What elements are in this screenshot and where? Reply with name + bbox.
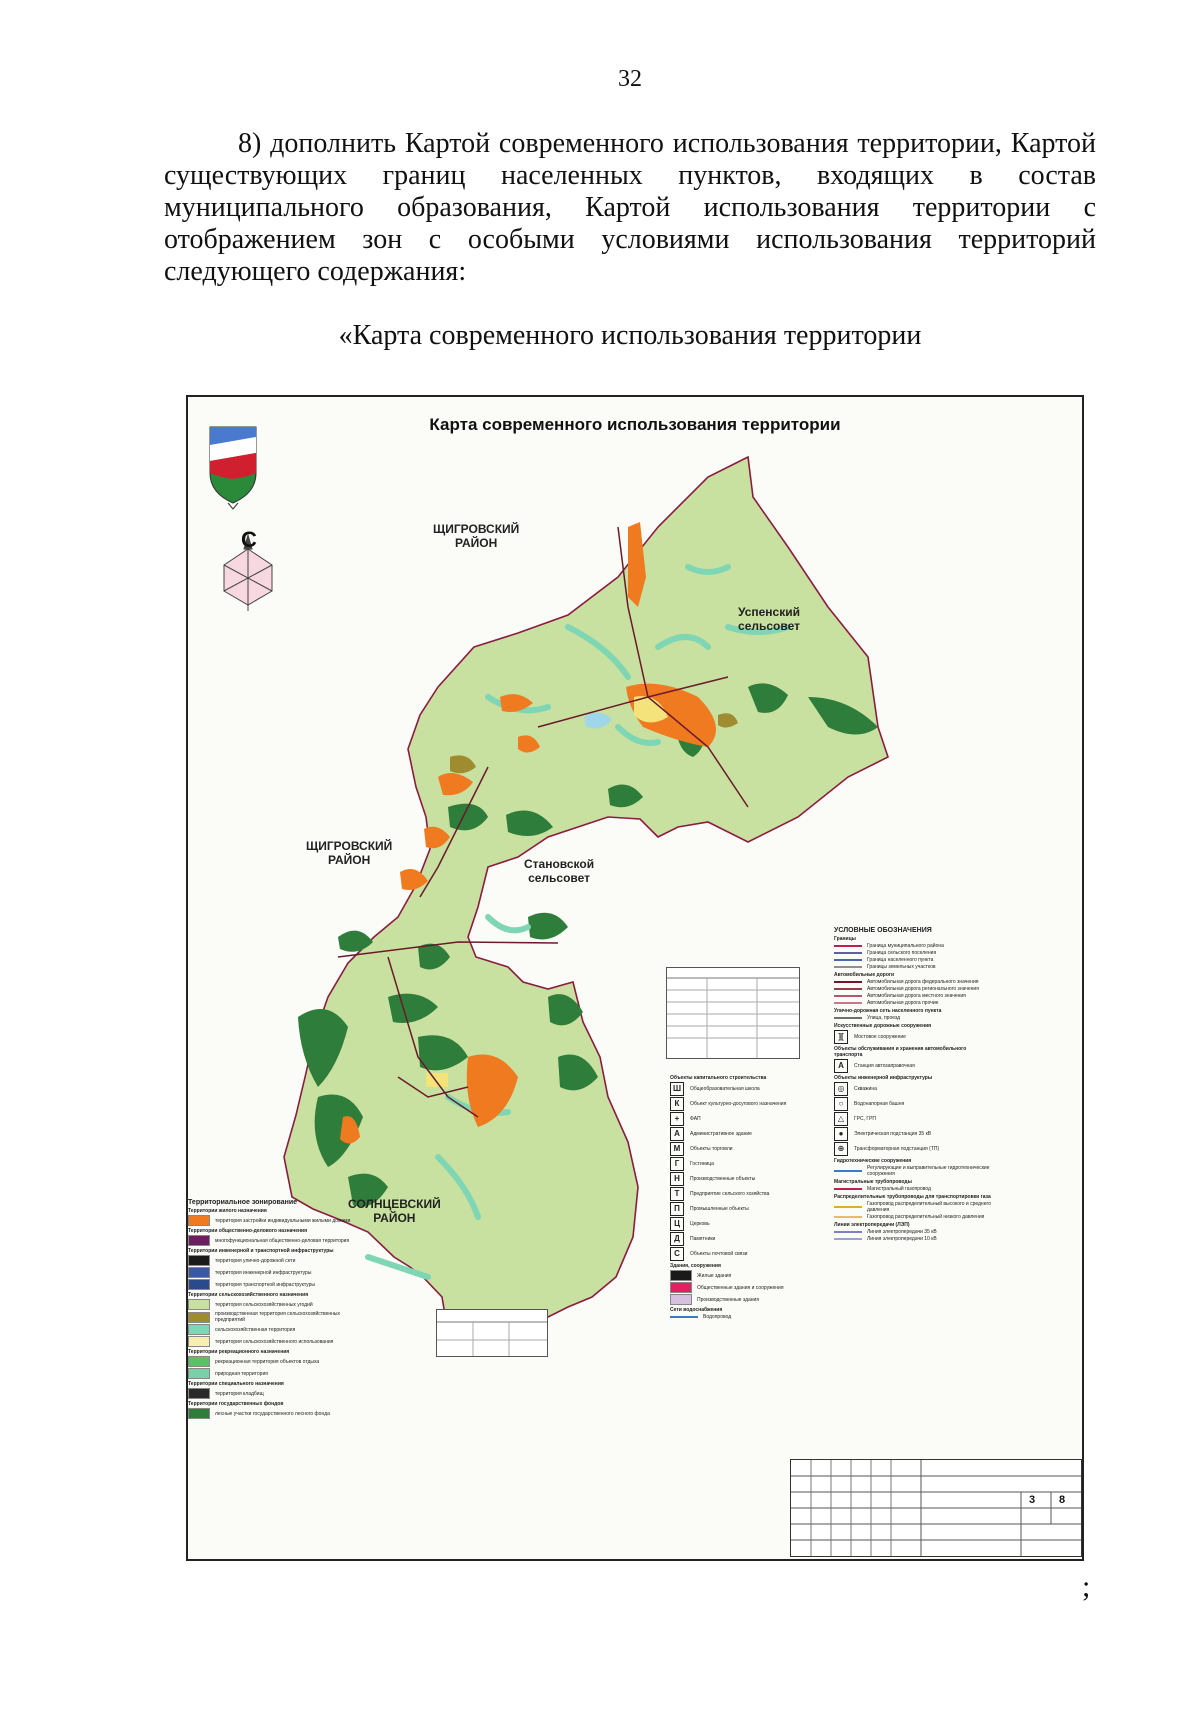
legend-swatch bbox=[188, 1388, 210, 1399]
sheet-number: 3 bbox=[1029, 1494, 1036, 1506]
legend-item bbox=[188, 1267, 368, 1278]
legend-symbol-icon: М bbox=[670, 1142, 684, 1156]
legend-item-label: рекреационная территория объектов отдыха bbox=[215, 1358, 320, 1365]
legend-swatch bbox=[188, 1356, 210, 1367]
legend-item bbox=[834, 1112, 994, 1126]
legend-item bbox=[834, 957, 994, 963]
legend-item bbox=[188, 1235, 368, 1246]
legend-item-label: Предприятие сельского хозяйства bbox=[690, 1191, 770, 1197]
legend-symbol-icon: П bbox=[670, 1202, 684, 1216]
legend-item-label: Скважина bbox=[854, 1086, 877, 1092]
legend-item-label: многофункциональная общественно-деловая территория bbox=[215, 1237, 350, 1244]
legend-right-title: УСЛОВНЫЕ ОБОЗНАЧЕНИЯ bbox=[834, 927, 932, 934]
legend-item-label: территория кладбищ bbox=[215, 1390, 264, 1397]
legend-item-label: Граница сельского поселения bbox=[867, 950, 937, 956]
legend-item-label: Производственные объекты bbox=[690, 1176, 756, 1182]
legend-item-label: Гостиница bbox=[690, 1161, 714, 1167]
legend-item-label: Автомобильная дорога федерального значения bbox=[867, 979, 979, 985]
legend-swatch bbox=[188, 1267, 210, 1278]
label-solntsevo: СОЛНЦЕВСКИЙ РАЙОН bbox=[348, 1197, 441, 1225]
legend-item bbox=[188, 1279, 368, 1290]
legend-item-label: Магистральный газопровод bbox=[867, 1186, 931, 1192]
legend-item-label: Регулирующие и выправительные гидротехнические сооружения bbox=[867, 1165, 990, 1177]
legend-group-title: Искусственные дорожные сооружения bbox=[834, 1023, 932, 1029]
legend-item bbox=[188, 1255, 368, 1266]
legend-item-label: Трансформаторная подстанция (ТП) bbox=[854, 1146, 940, 1152]
legend-item-label: Электрическая подстанция 35 кВ bbox=[854, 1131, 932, 1137]
legend-item bbox=[670, 1217, 810, 1231]
legend-item bbox=[670, 1097, 810, 1111]
legend-symbol-icon: ][ bbox=[834, 1030, 848, 1044]
legend-line-sample bbox=[834, 1238, 862, 1240]
scale-table bbox=[436, 1309, 548, 1357]
legend-item-label: Газопровод распределительный низкого давления bbox=[867, 1214, 985, 1220]
legend-item-label: Станция автозаправочная bbox=[854, 1063, 915, 1069]
legend-symbol-icon: ○ bbox=[834, 1097, 848, 1111]
paragraph: 8) дополнить Картой современного использования территории, Картой существующих границ населенных пунктов, входящих в состав муниципального образования, Картой использования территории с отображением зон с особыми условиями использования территорий следующего содержания: bbox=[164, 128, 1096, 287]
legend-item bbox=[834, 1000, 994, 1006]
legend-item bbox=[834, 1127, 994, 1141]
legend-item bbox=[834, 1142, 994, 1156]
trailing-mark: ; bbox=[1082, 1570, 1091, 1603]
legend-symbol-icon: С bbox=[670, 1247, 684, 1261]
map-frame bbox=[186, 395, 1084, 1561]
legend-item-label: территория улично-дорожной сети bbox=[215, 1257, 296, 1264]
legend-item bbox=[670, 1294, 810, 1305]
legend-item-label: территория сельскохозяйственных угодий bbox=[215, 1301, 313, 1308]
legend-swatch bbox=[188, 1336, 210, 1347]
legend-item-label: Линия электропередачи 10 кВ bbox=[867, 1236, 937, 1242]
coat-of-arms-icon bbox=[210, 427, 256, 509]
legend-item-label: производственная территория сельскохозяйственных предприятий bbox=[215, 1311, 341, 1323]
legend-item bbox=[188, 1336, 368, 1347]
legend-item-label: Автомобильная дорога регионального значения bbox=[867, 986, 979, 992]
legend-group-title: Территории жилого назначения bbox=[188, 1208, 267, 1214]
legend-item bbox=[670, 1082, 810, 1096]
legend-swatch bbox=[188, 1279, 210, 1290]
legend-item-label: Административное здание bbox=[690, 1131, 752, 1137]
legend-left-title: Территориальное зонирование bbox=[188, 1199, 298, 1206]
page-number: 32 bbox=[618, 66, 642, 92]
legend-item-label: Водонапорная башня bbox=[854, 1101, 905, 1107]
north-letter: С bbox=[241, 527, 257, 552]
legend-symbol-icon: Г bbox=[670, 1157, 684, 1171]
legend-item bbox=[188, 1356, 368, 1367]
legend-line-sample bbox=[834, 1206, 862, 1208]
legend-line-sample bbox=[834, 1170, 862, 1172]
title-block bbox=[790, 1459, 1082, 1557]
sheets-total: 8 bbox=[1059, 1494, 1066, 1506]
legend-line-sample bbox=[834, 945, 862, 947]
legend-symbol-icon: ● bbox=[834, 1127, 848, 1141]
legend-group-title: Территории рекреационного назначения bbox=[188, 1349, 290, 1355]
legend-item-label: Памятники bbox=[690, 1236, 716, 1242]
legend-territorial-zoning bbox=[188, 1197, 368, 1420]
legend-swatch bbox=[670, 1282, 692, 1293]
legend-line-sample bbox=[834, 1017, 862, 1019]
legend-item bbox=[834, 1229, 994, 1235]
legend-symbols bbox=[834, 925, 994, 1243]
legend-item-label: Водопровод bbox=[703, 1314, 732, 1320]
label-shchigry-top: ЩИГРОВСКИЙ РАЙОН bbox=[433, 522, 520, 550]
legend-item bbox=[188, 1324, 368, 1335]
label-stanovskoy: Становской сельсовет bbox=[524, 857, 595, 885]
legend-group-title: Объекты капитального строительства bbox=[670, 1075, 767, 1081]
legend-item bbox=[834, 1059, 994, 1073]
legend-group-title: Границы bbox=[834, 936, 856, 942]
legend-item-label: Объекты торговли bbox=[690, 1146, 733, 1152]
legend-line-sample bbox=[834, 1231, 862, 1233]
legend-swatch bbox=[188, 1299, 210, 1310]
legend-line-sample bbox=[834, 995, 862, 997]
legend-swatch bbox=[188, 1255, 210, 1266]
legend-swatch bbox=[188, 1235, 210, 1246]
legend-item bbox=[188, 1388, 368, 1399]
legend-item bbox=[188, 1408, 368, 1419]
legend-group-title: Здания, сооружения bbox=[670, 1263, 721, 1269]
legend-item-label: территория застройки индивидуальными жилыми домами bbox=[215, 1217, 351, 1224]
legend-item bbox=[188, 1299, 368, 1310]
legend-item bbox=[670, 1172, 810, 1186]
legend-item bbox=[834, 1015, 994, 1021]
legend-group-title: Территории сельскохозяйственного назначения bbox=[188, 1292, 309, 1298]
legend-item bbox=[834, 1097, 994, 1111]
legend-item bbox=[834, 993, 994, 999]
legend-symbol-icon: А bbox=[670, 1127, 684, 1141]
legend-group-title: Территории государственных фондов bbox=[188, 1401, 284, 1407]
legend-item-label: Границы земельных участков bbox=[867, 964, 936, 970]
legend-group-title: Сети водоснабжения bbox=[670, 1307, 723, 1313]
legend-item bbox=[670, 1270, 810, 1281]
legend-line-sample bbox=[834, 1216, 862, 1218]
map-title: Карта современного использования территории bbox=[429, 415, 841, 434]
legend-swatch bbox=[188, 1368, 210, 1379]
legend-item bbox=[834, 943, 994, 949]
legend-symbol-icon: Н bbox=[670, 1172, 684, 1186]
legend-item bbox=[670, 1314, 810, 1320]
legend-item bbox=[834, 1030, 994, 1044]
legend-item-label: природная территория bbox=[215, 1370, 268, 1377]
legend-item-label: Церковь bbox=[690, 1221, 710, 1227]
legend-symbol-icon: △ bbox=[834, 1112, 848, 1126]
legend-item bbox=[670, 1282, 810, 1293]
legend-item bbox=[670, 1232, 810, 1246]
legend-symbol-icon: Ш bbox=[670, 1082, 684, 1096]
label-uspensky: Успенский сельсовет bbox=[738, 605, 800, 633]
legend-item bbox=[834, 1201, 994, 1213]
legend-group-title: Автомобильные дороги bbox=[834, 972, 895, 978]
legend-group-title: Территории специального назначения bbox=[188, 1381, 284, 1387]
legend-item bbox=[670, 1127, 810, 1141]
legend-symbol-icon: + bbox=[670, 1112, 684, 1126]
legend-item-label: Улица, проезд bbox=[867, 1015, 901, 1021]
legend-item bbox=[188, 1368, 368, 1379]
legend-item-label: Граница муниципального района bbox=[867, 943, 944, 949]
legend-item bbox=[670, 1247, 810, 1261]
legend-item-label: лесные участки государственного лесного фонда bbox=[215, 1410, 330, 1417]
legend-item-label: Мостовое сооружение bbox=[854, 1034, 906, 1040]
legend-item bbox=[670, 1157, 810, 1171]
legend-item bbox=[834, 986, 994, 992]
legend-symbol-icon: ◎ bbox=[834, 1082, 848, 1096]
legend-item-label: Газопровод распределительный высокого и среднего давления bbox=[867, 1201, 991, 1213]
legend-item bbox=[834, 979, 994, 985]
legend-item-label: Общественные здания и сооружения bbox=[697, 1284, 784, 1291]
legend-item-label: Производственные здания bbox=[697, 1296, 760, 1303]
legend-swatch bbox=[670, 1294, 692, 1305]
legend-item bbox=[670, 1187, 810, 1201]
legend-item bbox=[834, 1165, 994, 1177]
legend-swatch bbox=[188, 1215, 210, 1226]
legend-group-title: Магистральные трубопроводы bbox=[834, 1179, 912, 1185]
legend-symbol-icon: ⊕ bbox=[834, 1142, 848, 1156]
legend-item bbox=[834, 1186, 994, 1192]
legend-group-title: Улично-дорожная сеть населенного пункта bbox=[834, 1008, 942, 1014]
legend-item-label: Общеобразовательная школа bbox=[690, 1086, 760, 1092]
legend-symbol-icon: Д bbox=[670, 1232, 684, 1246]
legend-item-label: территория сельскохозяйственного использования bbox=[215, 1338, 334, 1345]
legend-item-label: сельскохозяйственная территория bbox=[215, 1326, 296, 1333]
legend-item-label: Жилые здания bbox=[697, 1272, 732, 1279]
legend-item-label: Линия электропередачи 35 кВ bbox=[867, 1229, 937, 1235]
legend-symbol-icon: К bbox=[670, 1097, 684, 1111]
label-shchigry-mid: ЩИГРОВСКИЙ РАЙОН bbox=[306, 839, 393, 867]
legend-group-title: Линии электропередачи (ЛЭП) bbox=[834, 1222, 910, 1228]
legend-line-sample bbox=[834, 1002, 862, 1004]
legend-item bbox=[670, 1112, 810, 1126]
legend-item-label: Объект культурно-досугового назначения bbox=[690, 1101, 787, 1107]
legend-swatch bbox=[188, 1408, 210, 1419]
legend-item bbox=[834, 1214, 994, 1220]
settlement-table bbox=[666, 967, 800, 1059]
legend-item-label: территория инженерной инфраструктуры bbox=[215, 1269, 312, 1276]
legend-line-sample bbox=[670, 1316, 698, 1318]
legend-symbol-icon: А bbox=[834, 1059, 848, 1073]
legend-group-title: Территории инженерной и транспортной инфраструктуры bbox=[188, 1248, 334, 1254]
legend-swatch bbox=[670, 1270, 692, 1281]
map-caption: «Карта современного использования территории bbox=[338, 320, 922, 351]
legend-item-label: ГРС, ГРП bbox=[854, 1116, 877, 1122]
legend-symbol-icon: Т bbox=[670, 1187, 684, 1201]
legend-item-label: ФАП bbox=[690, 1116, 701, 1122]
legend-swatch bbox=[188, 1312, 210, 1323]
legend-item bbox=[834, 950, 994, 956]
legend-swatch bbox=[188, 1324, 210, 1335]
legend-item bbox=[670, 1142, 810, 1156]
legend-group-title: Распределительные трубопроводы для транспортировки газа bbox=[834, 1194, 991, 1200]
legend-item bbox=[834, 1082, 994, 1096]
legend-item-label: Граница населенного пункта bbox=[867, 957, 934, 963]
legend-item bbox=[188, 1215, 368, 1226]
legend-line-sample bbox=[834, 959, 862, 961]
legend-item-label: Промышленные объекты bbox=[690, 1206, 749, 1212]
legend-item-label: Объекты почтовой связи bbox=[690, 1251, 748, 1257]
legend-item-label: Автомобильная дорога местного значения bbox=[867, 993, 966, 999]
legend-group-title: Гидротехнические сооружения bbox=[834, 1158, 912, 1164]
legend-group-title: Территории общественно-делового назначения bbox=[188, 1228, 308, 1234]
legend-symbol-icon: Ц bbox=[670, 1217, 684, 1231]
legend-item-label: Автомобильная дорога прочие bbox=[867, 1000, 939, 1006]
legend-item bbox=[670, 1202, 810, 1216]
legend-group-title: Объекты обслуживания и хранения автомобильного транспорта bbox=[834, 1046, 967, 1058]
legend-item-label: территория транспортной инфраструктуры bbox=[215, 1281, 315, 1288]
legend-line-sample bbox=[834, 952, 862, 954]
legend-item bbox=[188, 1311, 368, 1323]
north-indicator bbox=[214, 527, 284, 553]
legend-item bbox=[834, 1236, 994, 1242]
legend-item bbox=[834, 964, 994, 970]
legend-line-sample bbox=[834, 981, 862, 983]
legend-line-sample bbox=[834, 988, 862, 990]
legend-line-sample bbox=[834, 966, 862, 968]
legend-group-title: Объекты инженерной инфраструктуры bbox=[834, 1075, 933, 1081]
legend-line-sample bbox=[834, 1188, 862, 1190]
legend-objects bbox=[670, 1073, 810, 1321]
